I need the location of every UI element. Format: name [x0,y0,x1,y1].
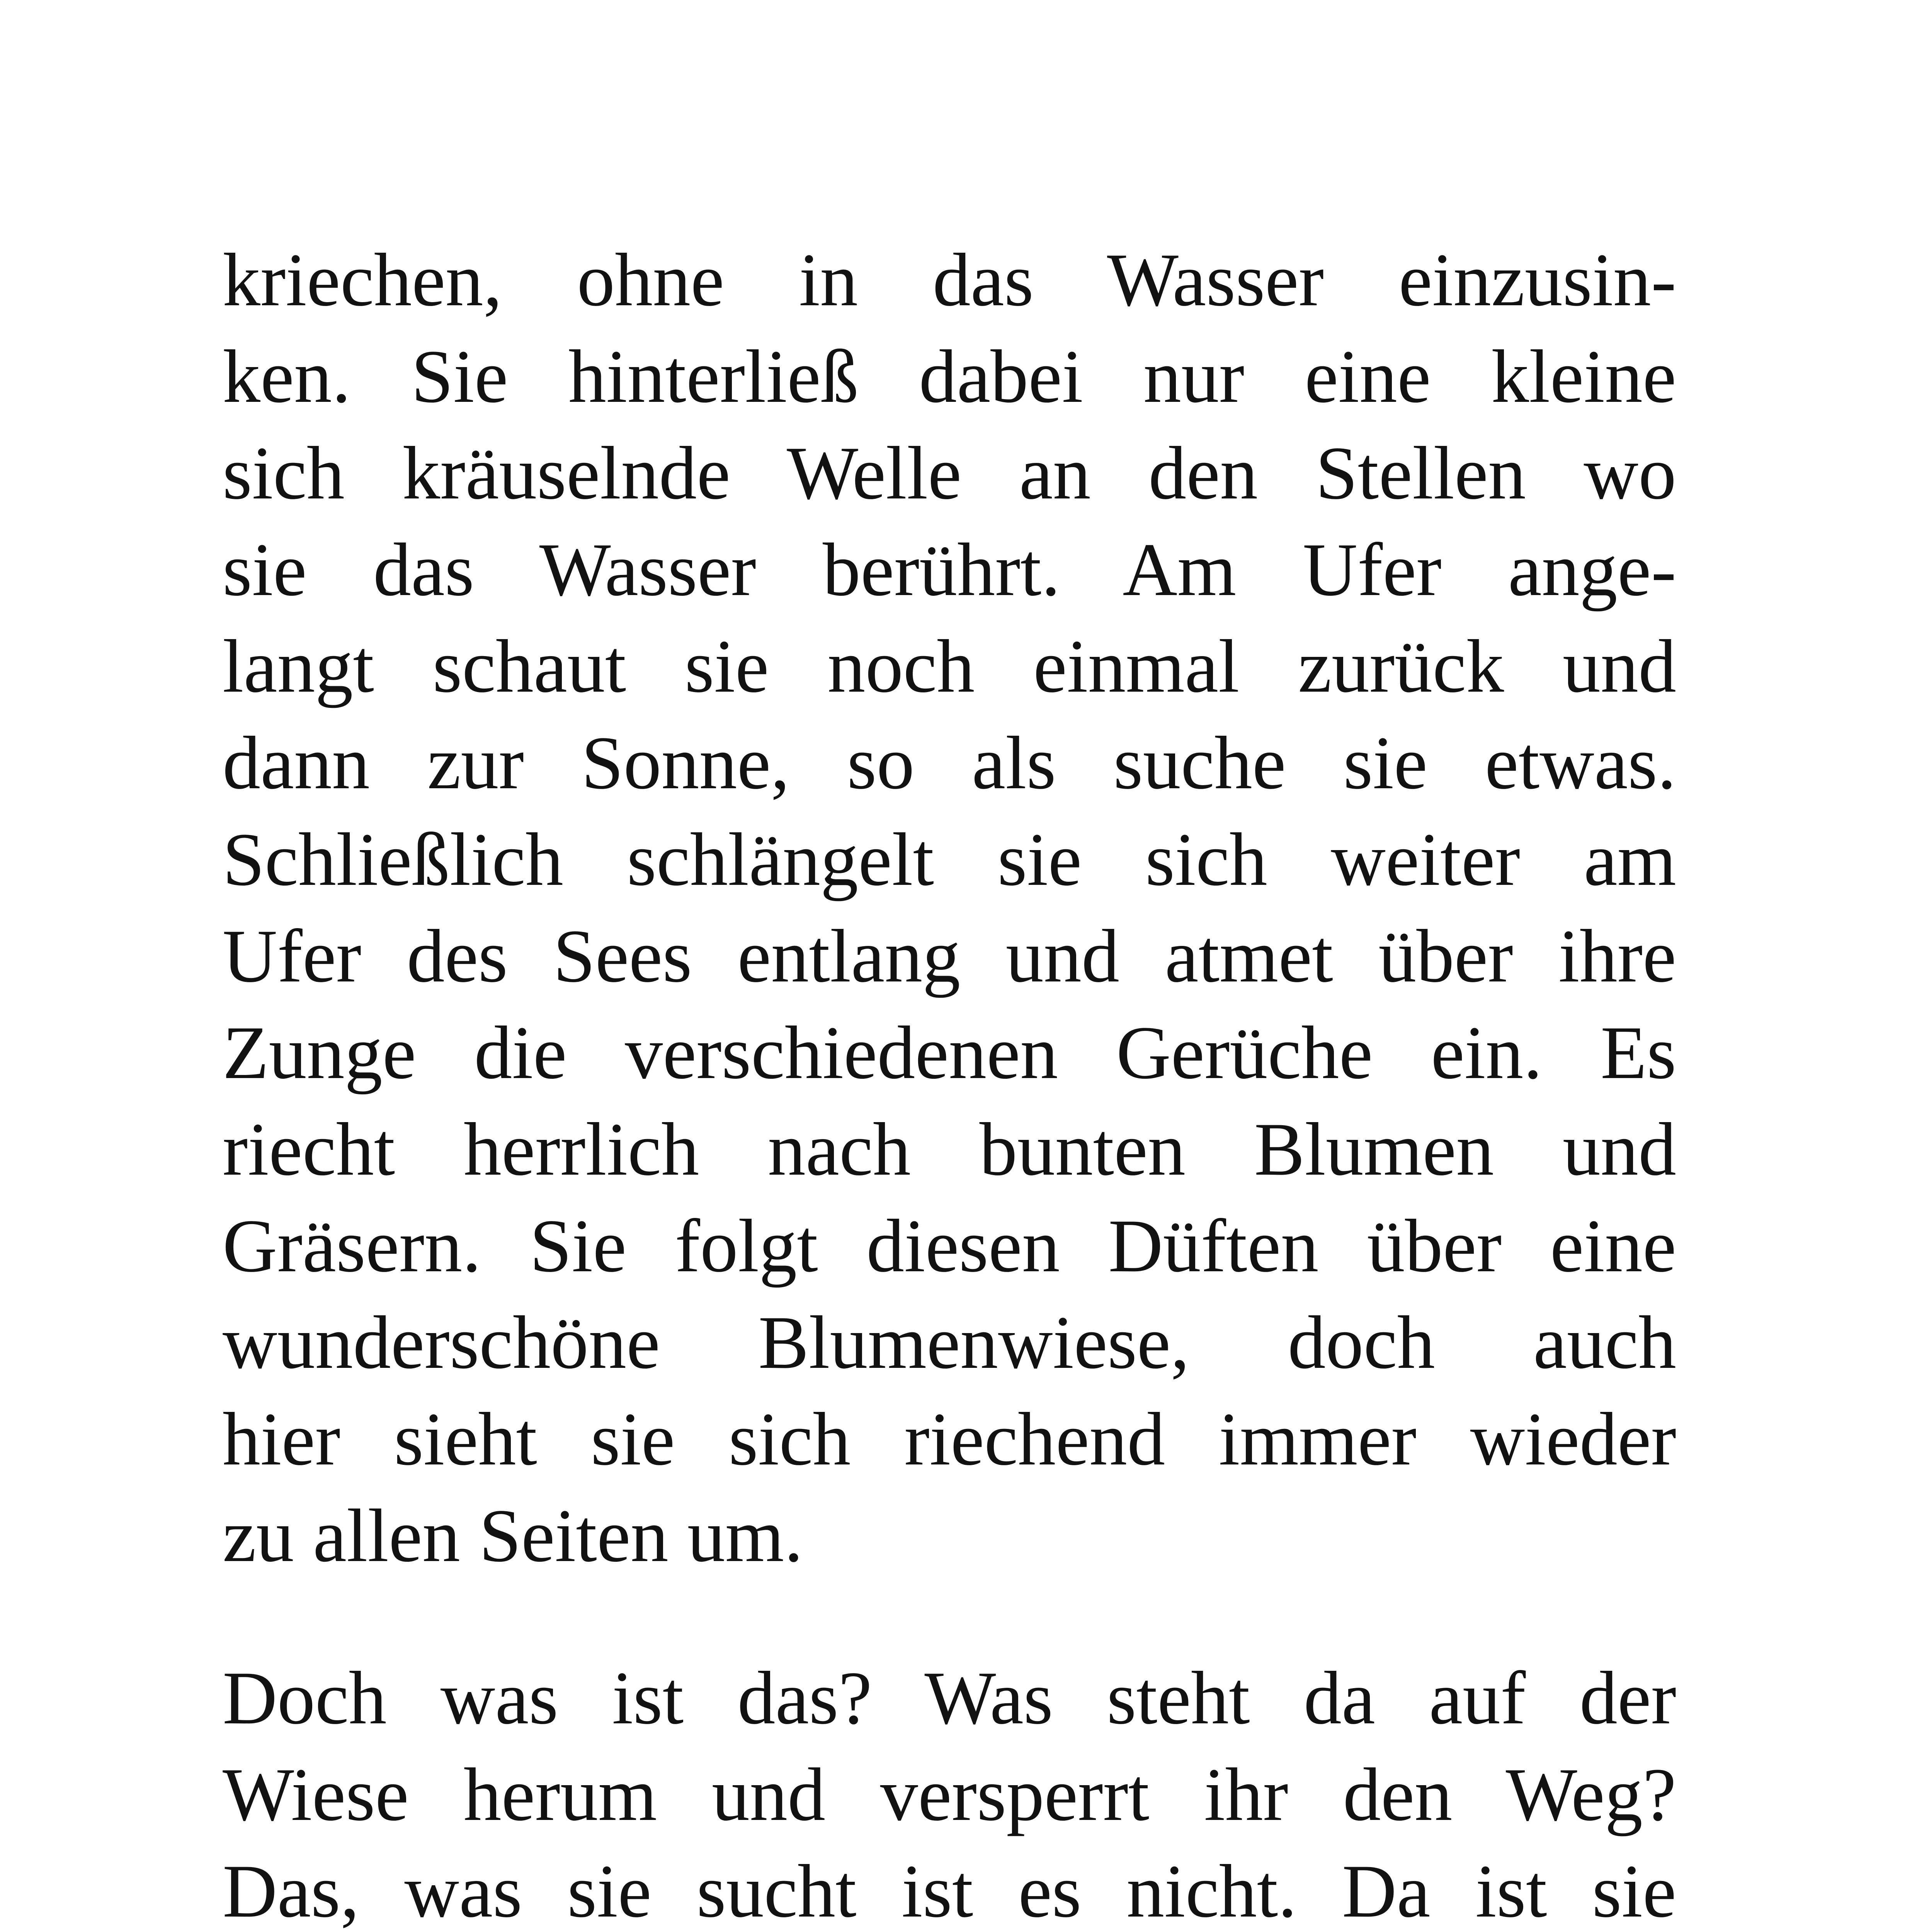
paragraph-1 [223,232,1676,1584]
paragraph-spacer [223,1584,1676,1650]
text-line: sie das Wasser berührt. Am Ufer ange- [223,528,1676,612]
body-text [223,232,1676,1932]
text-line: Schließlich schlängelt sie sich weiter am [223,818,1676,901]
text-line: Doch was ist das? Was steht da auf der [223,1656,1676,1740]
text-line: Gräsern. Sie folgt diesen Düften über eine [223,1204,1676,1288]
text-line: zu allen Seiten um. [223,1494,803,1578]
text-line: riecht herrlich nach bunten Blumen und [223,1107,1676,1191]
text-line: wunderschöne Blumenwiese, doch auch [223,1301,1676,1384]
text-line: sich kräuselnde Welle an den Stellen wo [223,431,1676,515]
text-line: ken. Sie hinterließ dabei nur eine kleine [223,335,1676,418]
text-line: dann zur Sonne, so als suche sie etwas. [223,721,1676,805]
text-line: Zunge die verschiedenen Gerüche ein. Es [223,1011,1676,1095]
text-line: Ufer des Sees entlang und atmet über ihre [223,914,1676,998]
text-line: Das, was sie sucht ist es nicht. Da ist sie [223,1849,1676,1932]
text-line: kriechen, ohne in das Wasser einzusin- [223,238,1676,322]
text-line: langt schaut sie noch einmal zurück und [223,624,1676,708]
text-line: hier sieht sie sich riechend immer wieder [223,1397,1676,1481]
text-line: Wiese herum und versperrt ihr den Weg? [223,1753,1676,1837]
paragraph-2 [223,1650,1676,1932]
